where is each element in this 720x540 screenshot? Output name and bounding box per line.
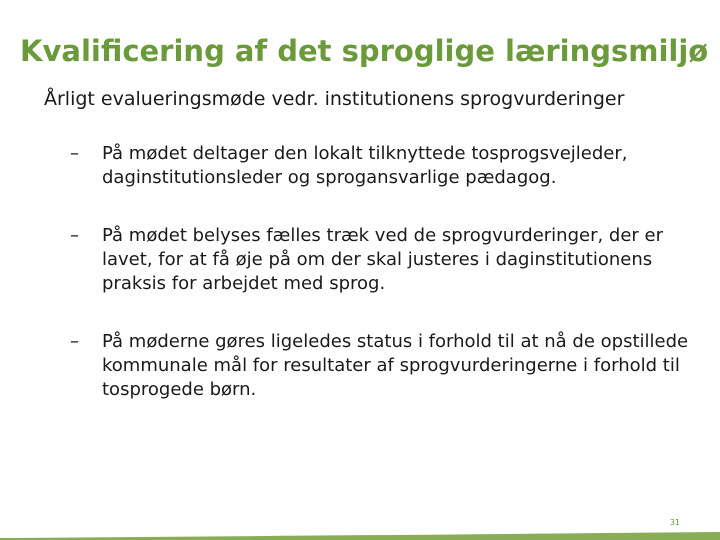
bullet-dash: – [70, 143, 79, 164]
slide-title: Kvalificering af det sproglige læringsmiljø [20, 34, 709, 68]
bullet-item-1 [70, 142, 690, 190]
bullet-list [70, 142, 690, 436]
bullet-text-2: På mødet belyses fælles træk ved de sprogvurderinger, der er lavet, for at få øje på om der skal justeres i daginstitutionens praksis for arbejdet med sprog. [102, 225, 664, 294]
bullet-text-3: På møderne gøres ligeledes status i forhold til at nå de opstillede kommunale mål for resultater af sprogvurderingerne i forhold til tosprogede børn. [102, 331, 689, 400]
bullet-item-2 [70, 224, 690, 296]
bullet-dash: – [70, 331, 79, 352]
page-number: 31 [669, 518, 680, 527]
bullet-text-1: På mødet deltager den lokalt tilknyttede tosprogsvejleder, daginstitutionsleder og sprogansvarlige pædagog. [102, 143, 628, 188]
bullet-item-3 [70, 330, 690, 402]
footer-decoration [0, 480, 720, 540]
bullet-dash: – [70, 225, 79, 246]
slide-subtitle: Årligt evalueringsmøde vedr. institutionens sprogvurderinger [44, 88, 625, 110]
